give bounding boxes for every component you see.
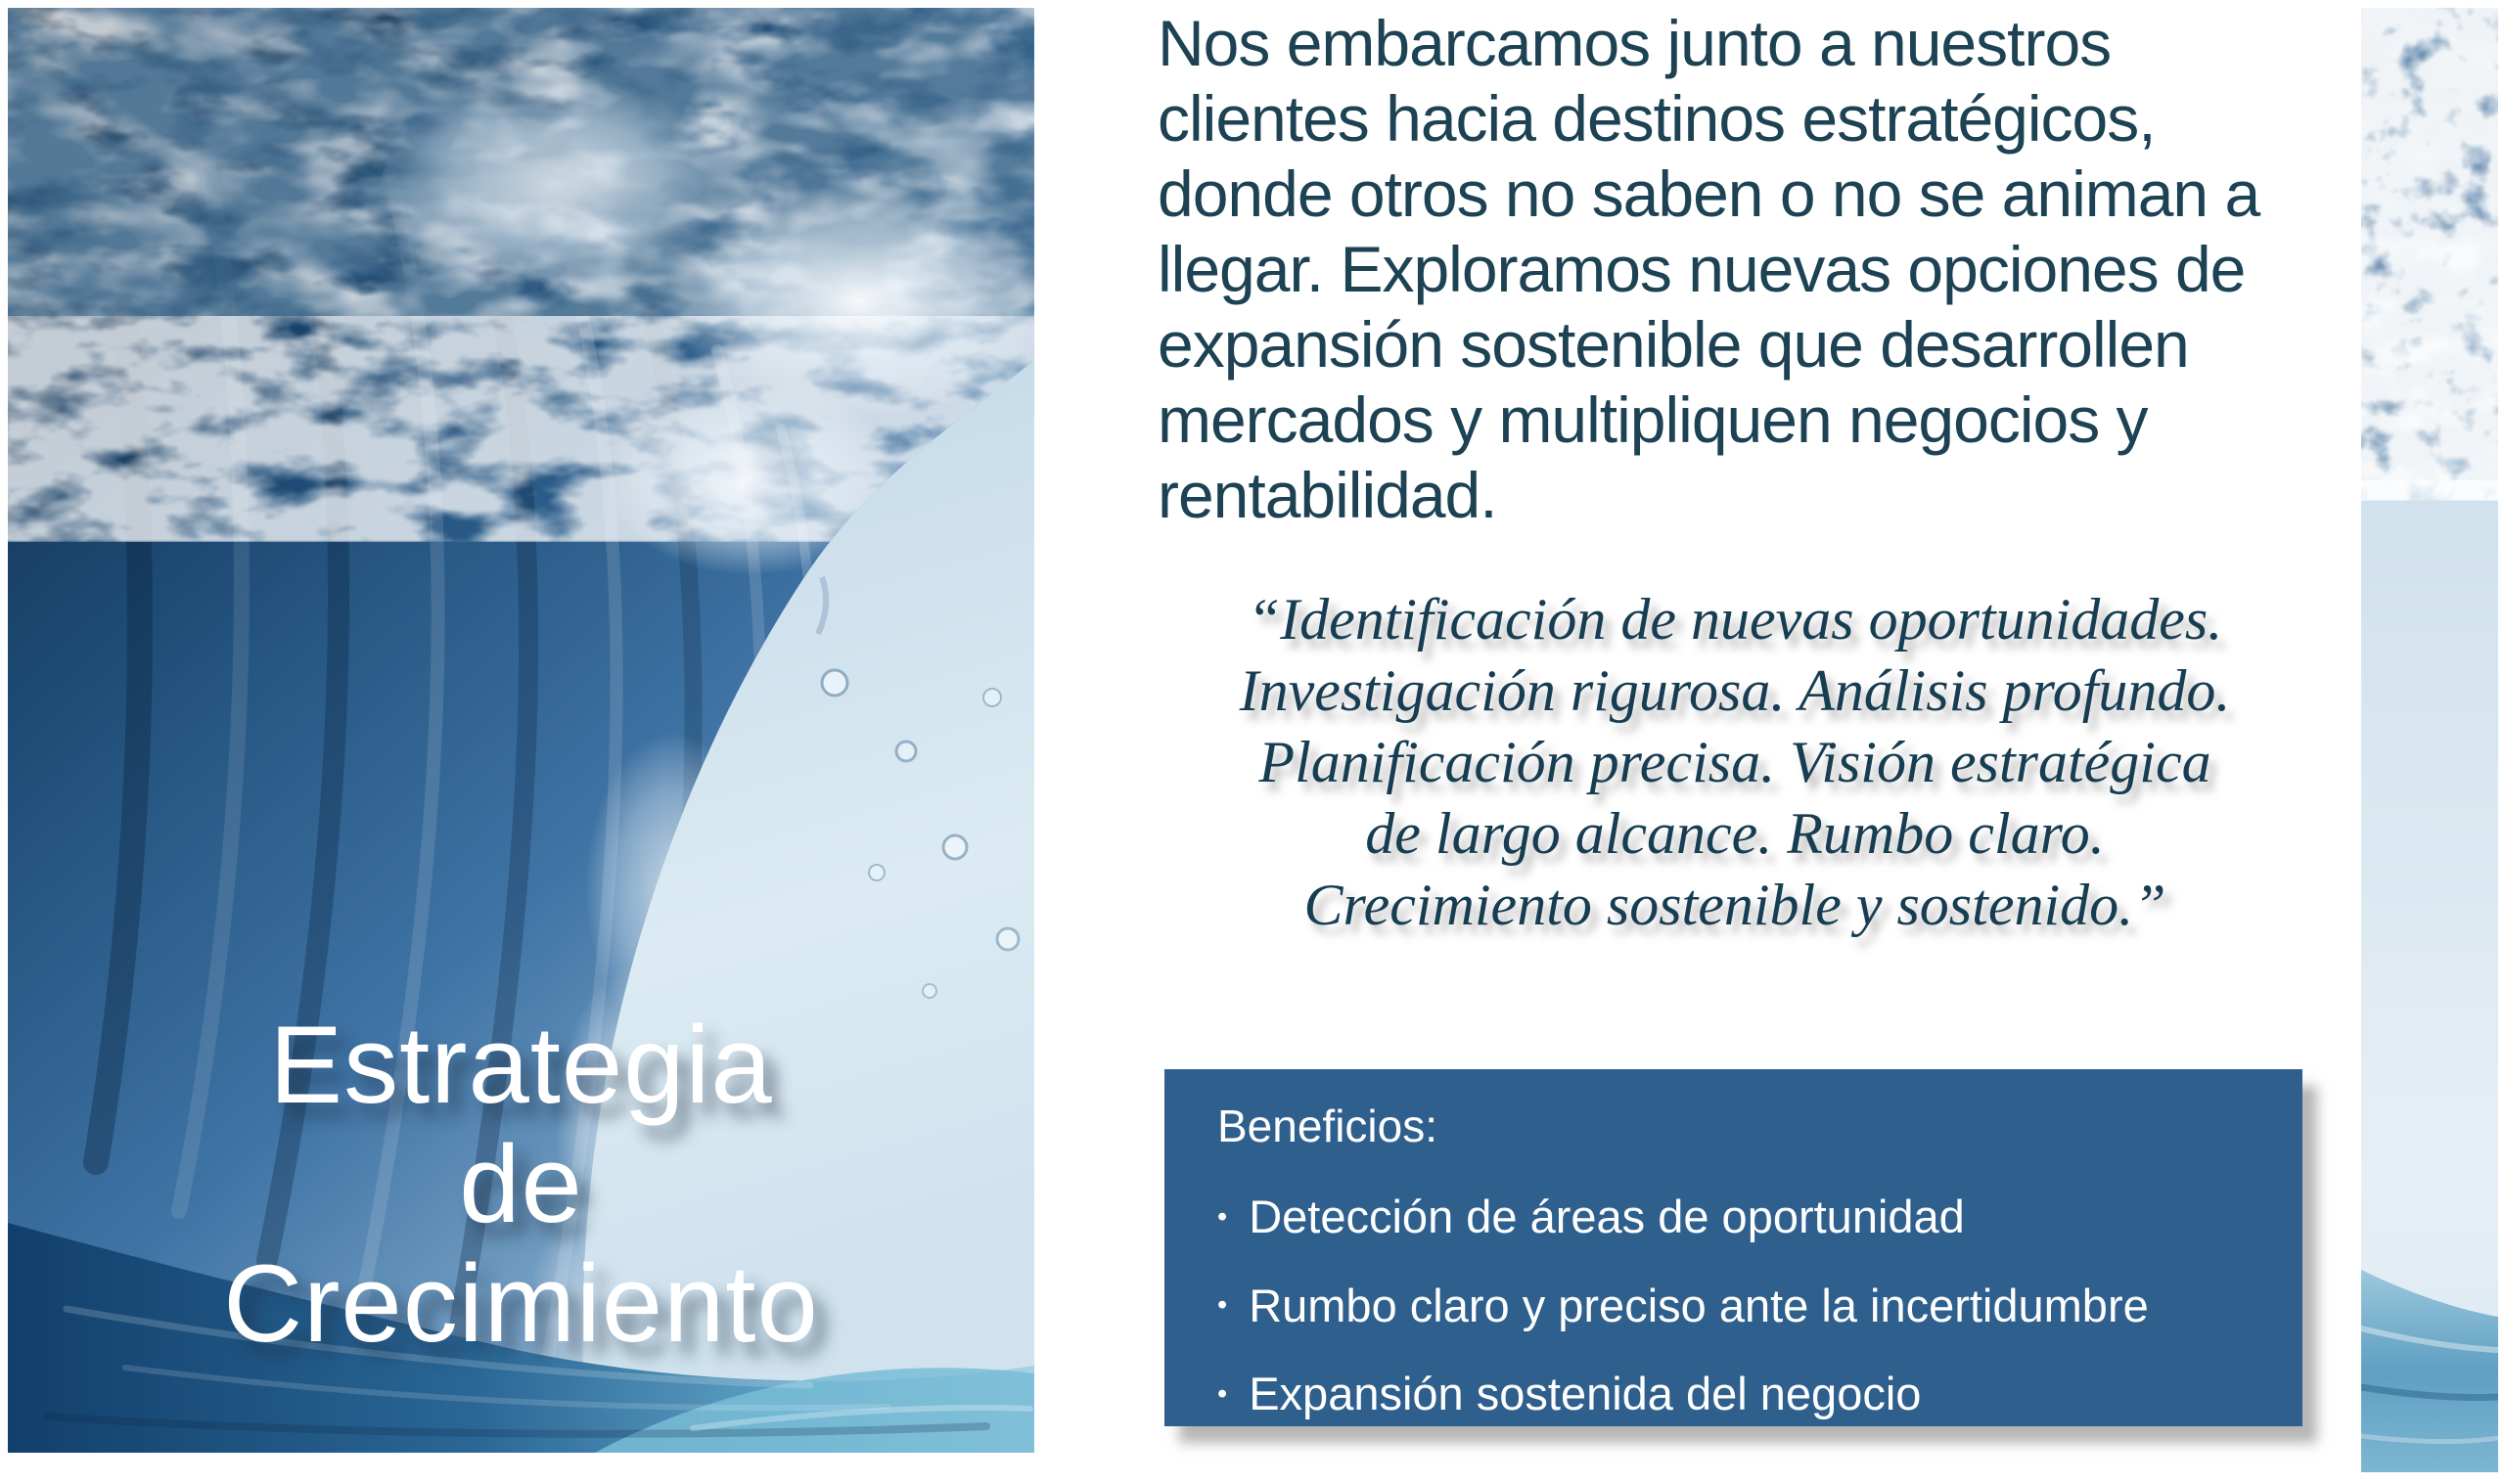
paragraph-line: expansión sostenible que desarrollen — [1158, 308, 2189, 381]
photo-title — [8, 1006, 1034, 1364]
benefit-item — [1217, 1279, 2273, 1334]
quote-line: Planificación precisa. Visión estratégica — [1258, 730, 2211, 794]
paragraph-line: clientes hacia destinos estratégicos, — [1158, 82, 2156, 155]
quote-block — [1158, 584, 2312, 941]
benefit-text: Detección de áreas de oportunidad — [1249, 1191, 1965, 1242]
quote-line: Investigación rigurosa. Análisis profundo. — [1239, 658, 2231, 723]
benefits-box — [1164, 1069, 2302, 1426]
paragraph-line: llegar. Exploramos nuevas opciones de — [1158, 233, 2246, 305]
quote-line: de largo alcance. Rumbo claro. — [1365, 801, 2105, 866]
photo-title-line: de — [459, 1123, 583, 1245]
bullet-icon: • — [1217, 1200, 1228, 1233]
wave-photo-edge-illustration — [2361, 8, 2498, 1472]
benefit-item — [1217, 1370, 2273, 1422]
text-column — [1158, 6, 2312, 941]
paragraph-line: Nos embarcamos junto a nuestros — [1158, 7, 2112, 79]
paragraph-line: mercados y multipliquen negocios y — [1158, 383, 2148, 456]
benefit-text: Rumbo claro y preciso ante la incertidumbre — [1249, 1279, 2149, 1331]
quote-line: Crecimiento sostenible y sostenido.” — [1303, 873, 2166, 937]
photo-title-line: Crecimiento — [223, 1242, 819, 1365]
photo-title-line: Estrategia — [269, 1004, 773, 1126]
quote-line: “Identificación de nuevas oportunidades. — [1247, 587, 2223, 652]
paragraph-line: donde otros no saben o no se animan a — [1158, 157, 2260, 230]
intro-paragraph — [1158, 6, 2312, 533]
bullet-icon: • — [1217, 1289, 1228, 1322]
benefit-item — [1217, 1192, 2273, 1245]
wave-photo — [8, 8, 1034, 1453]
wave-photo-edge — [2361, 8, 2498, 1472]
bullet-icon: • — [1217, 1377, 1228, 1410]
benefit-text: Expansión sostenida del negocio — [1249, 1368, 1922, 1420]
benefits-heading: Beneficios: — [1217, 1101, 1438, 1151]
paragraph-line: rentabilidad. — [1158, 459, 1497, 531]
